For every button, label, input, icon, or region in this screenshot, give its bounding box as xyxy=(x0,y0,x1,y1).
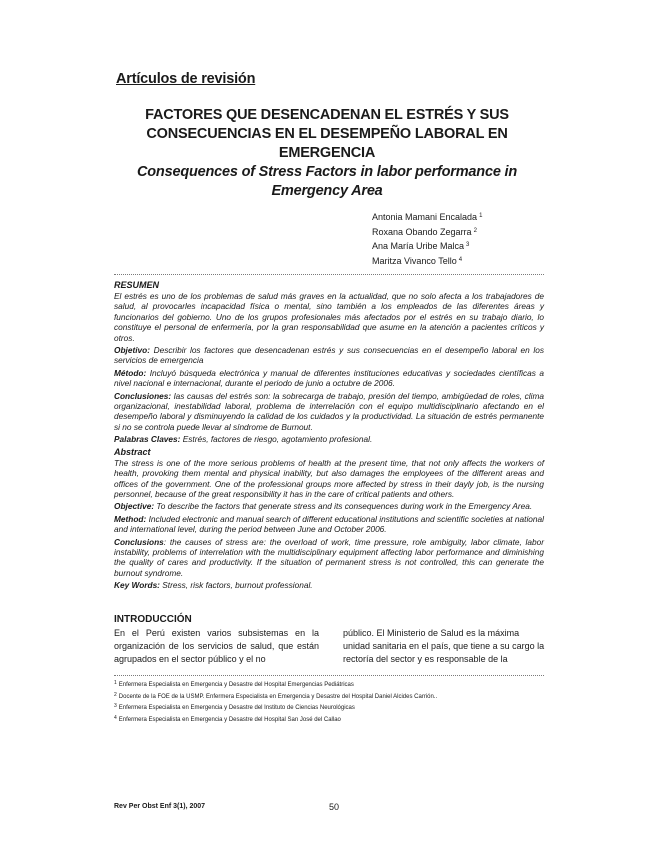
article-title-block xyxy=(112,106,542,201)
footnote-text: Enfermera Especialista en Emergencia y Desastre del Hospital San José del Callao xyxy=(118,716,341,723)
abstract-method xyxy=(114,514,544,535)
method-text: Included electronic and manual search of different educational institutions and scientific societies at national and international level, during the period between June and October 2006. xyxy=(114,513,544,535)
abstract-conclusions xyxy=(114,537,544,579)
resumen-objetivo xyxy=(114,345,544,366)
title-english-line-2: Emergency Area xyxy=(271,183,383,199)
author-mark: 1 xyxy=(479,213,483,219)
introduction-heading: INTRODUCCIÓN xyxy=(114,614,192,625)
journal-citation: Rev Per Obst Enf 3(1), 2007 xyxy=(114,803,206,810)
footnote-text: Docente de la FOE de la USMP. Enfermera Especialista en Emergencia y Desastre del Hospital Daniel Alcides Carrión.. xyxy=(118,693,438,700)
page-number: 50 xyxy=(329,802,340,812)
objective-label: Objective: xyxy=(114,501,155,512)
conclusions-label: Conclusions xyxy=(114,536,164,547)
title-english-line-1: Consequences of Stress Factors in labor performance in xyxy=(137,164,517,180)
footnote-text: Enfermera Especialista en Emergencia y Desastre del Hospital Emergencias Pediátricas xyxy=(118,682,354,688)
section-label: Artículos de revisión xyxy=(116,71,256,87)
abstract-heading: Abstract xyxy=(114,446,151,457)
footnote-mark: 3 xyxy=(114,703,117,709)
author-name: Maritza Vivanco Tello xyxy=(372,255,457,266)
abstract-keywords xyxy=(114,580,544,590)
keywords-label: Key Words: xyxy=(114,580,160,591)
title-spanish-line-3: EMERGENCIA xyxy=(278,145,376,161)
resumen-metodo xyxy=(114,368,544,389)
resumen-heading: RESUMEN xyxy=(114,280,160,290)
footnote-4 xyxy=(114,714,544,726)
resumen-palabras-claves xyxy=(114,434,544,444)
method-label: Method: xyxy=(114,513,147,524)
conclusiones-text: las causas del estrés son: la sobrecarga de trabajo, presión del tiempo, ambigüedad de roles, clima organizacional, inestabilidad laboral, problema de interrelación con el equipo multidisciplinario afectando en el desempeño laboral y disminuyendo la calidad de los cuidados y la productividad. La situación de estrés permanente si no se controla puede llevar al síndrome de Burnout. xyxy=(114,390,544,432)
footnote-text: Enfermera Especialista en Emergencia y Desastre del Instituto de Ciencias Neurológicas xyxy=(118,705,355,711)
footnote-1 xyxy=(114,679,544,691)
footnote-mark: 1 xyxy=(114,680,117,686)
footnote-divider xyxy=(114,675,544,676)
author-mark: 4 xyxy=(458,256,463,263)
author-4 xyxy=(372,254,482,269)
conclusiones-label: Conclusiones: xyxy=(114,390,172,401)
metodo-text: Incluyó búsqueda electrónica y manual de diferentes instituciones educativas y sociedades científicas a nivel nacional e internacional, durante el periodo de junio a octubre de 2006. xyxy=(114,367,544,389)
title-spanish-line-2: CONSECUENCIAS EN EL DESEMPEÑO LABORAL EN xyxy=(146,126,508,142)
objective-text: To describe the factors that generate stress and its consequences during work in the Emergency Area. xyxy=(154,501,533,512)
footnote-3 xyxy=(114,702,544,714)
author-2 xyxy=(372,225,482,240)
abstract-text: The stress is one of the more serious problems of health at the present time, that not only affects the workers of health, provoking them mental and physical inability, but also damages the employees of the different areas and offices of the government. One of the professional groups more affected by stress in their dayly job, is the nursing personnel, because of the great responsibility it has in the care of critical patients and others. xyxy=(114,457,544,499)
footnote-2 xyxy=(114,691,544,703)
palabras-claves-text: Estrés, factores de riesgo, agotamiento profesional. xyxy=(180,434,373,445)
footnotes xyxy=(114,679,544,725)
author-name: Antonia Mamani Encalada xyxy=(372,212,478,222)
palabras-claves-label: Palabras Claves: xyxy=(114,434,181,445)
objetivo-label: Objetivo: xyxy=(114,345,150,356)
abstracts-block xyxy=(114,280,544,593)
title-spanish-line-1: FACTORES QUE DESENCADENAN EL ESTRÉS Y SUS xyxy=(145,107,509,123)
footnote-mark: 2 xyxy=(114,691,117,698)
abstract-objective xyxy=(114,501,544,511)
keywords-text: Stress, risk factors, burnout professional. xyxy=(159,580,313,591)
author-3 xyxy=(372,239,482,254)
author-mark: 2 xyxy=(473,227,477,234)
resumen-conclusiones xyxy=(114,391,544,433)
author-mark: 3 xyxy=(466,242,470,248)
introduction-column-right: público. El Ministerio de Salud es la máxima unidad sanitaria en el país, que tiene a su cargo la rectoría del sector y es responsable de la xyxy=(343,628,545,664)
metodo-label: Método: xyxy=(114,367,147,378)
section-divider xyxy=(114,274,544,275)
author-1 xyxy=(372,210,482,225)
author-name: Ana María Uribe Malca xyxy=(372,241,465,251)
objetivo-text: Describir los factores que desencadenan estrés y sus consecuencias en el desempeño laboral en los servicios de emergencia xyxy=(114,345,544,366)
resumen-text: El estrés es uno de los problemas de salud más graves en la actualidad, que no solo afecta a los trabajadores de salud, al provocarles incapacidad física o mental, sino también a los empleados de las diferentes áreas y funcionarios del gobierno. Uno de los grupos profesionales más afectados por el estrés en su trabajo diario, lo constituye el personal de enfermería, por la gran responsabilidad que asume en la atención a pacientes críticos y otros. xyxy=(114,291,544,343)
footnote-mark: 4 xyxy=(114,714,117,721)
conclusions-text: : the causes of stress are: the overload of work, time pressure, role ambiguity, labor climate, labor instability, problems of interrelation with the multidisciplinary equipment affecting labor performance and diminishing the quality of cares and productivity. If the situation of permanent stress is not controlled, this can generate the burnout syndrome. xyxy=(114,536,544,578)
introduction-column-left: En el Perú existen varios subsistemas en la organización de los servicios de salud, que están agrupados en el sector público y el no xyxy=(114,628,319,664)
author-list xyxy=(372,210,482,268)
author-name: Roxana Obando Zegarra xyxy=(372,226,472,237)
